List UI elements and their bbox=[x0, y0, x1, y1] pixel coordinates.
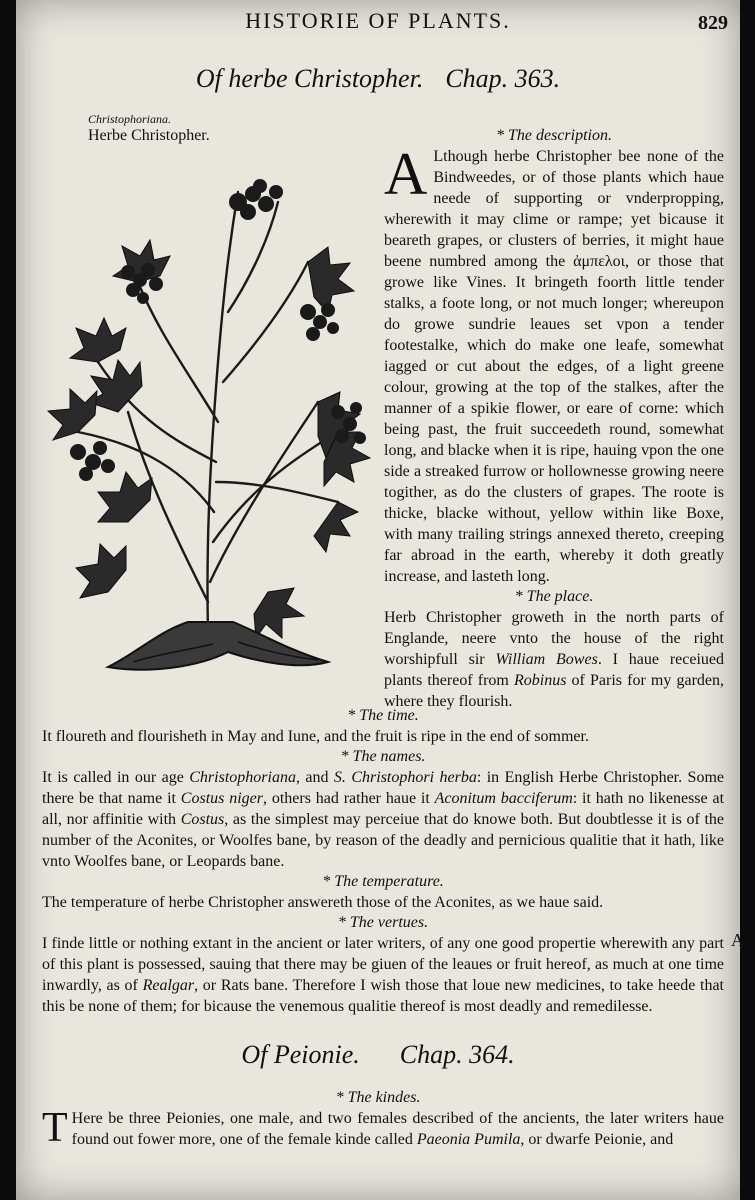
chapter-2-title-text: Of Peionie. bbox=[241, 1040, 360, 1069]
kinds-text-2: , or dwarfe Peionie, and bbox=[520, 1131, 674, 1148]
time-paragraph: It floureth and flourisheth in May and Iune, and the fruit is ripe in the end of sommer. bbox=[42, 728, 589, 745]
vertues-text-1: I finde little or nothing extant in the ancient or later writers, of any one good propertie wherewith any part of this plant is possessed, sauing that there may be giuen of the leaues or fruit hereof, as much at one time inwardly, as of bbox=[42, 935, 724, 994]
description-paragraph bbox=[384, 141, 724, 587]
temperature-paragraph: The temperature of herbe Christopher answereth those of the Aconites, as we haue said. bbox=[42, 894, 604, 911]
names-text-3: : in English Herbe Christopher. Some there be that name it bbox=[42, 769, 724, 807]
time-heading: * The time. bbox=[347, 707, 419, 724]
chapter-number: Chap. 363. bbox=[445, 64, 561, 93]
names-text-5: : it hath no likenesse at all, nor affinitie with bbox=[42, 790, 725, 828]
description-heading: * The description. bbox=[496, 127, 612, 144]
figure-latin-name: Christophoriana. bbox=[88, 112, 172, 126]
names-term-2: S. Christophori herba bbox=[333, 769, 477, 786]
place-paragraph bbox=[384, 607, 724, 712]
names-text-1: It is called in our age bbox=[42, 769, 190, 786]
names-term-3: Costus niger bbox=[180, 790, 263, 807]
chapter-2-number: Chap. 364. bbox=[399, 1040, 515, 1069]
temperature-heading: * The temperature. bbox=[322, 873, 444, 890]
place-text-1: Herb Christopher groweth in the north parts of Englande, neere vnto the house of the right worshipfull sir bbox=[384, 609, 724, 668]
vertues-text-2: , or Rats bane. Therefore I wish those that loue new medicines, to take heede that this be none of them; for bicause the venemous qualitie thereof is most deadly and remedilesse. bbox=[42, 977, 724, 1015]
figure-caption bbox=[88, 112, 210, 145]
kinds-term-1: Paeonia Pumila bbox=[416, 1131, 521, 1148]
kinds-text-1: Here be three Peionies, one male, and two females described of the ancients, the later writers haue found out fower more, one of the female kinde called bbox=[71, 1110, 724, 1148]
marginal-letter: A bbox=[731, 930, 744, 950]
names-term-5: Costus bbox=[180, 811, 225, 828]
vertues-heading: * The vertues. bbox=[337, 914, 429, 931]
description-dropcap: A bbox=[384, 141, 428, 207]
description-text: Lthough herbe Christopher bee none of the Bindweedes, or of those plants which haue neede of supporting or vnderpropping, wherewith it may clime or rampe; yet bicause it beareth grapes, or clusters of berries, it might haue beene numbred among the ἀμπελοι, or those that growe like Vines. It bringeth foorth little tender stalks, a foote long, or not much longer; whereupon do growe sundrie leaues set vpon a tender footestalke, which do make one leafe, somewhat iagged or cut about the edges, of a light greene colour, growing at the top of the stalkes, after the manner of a spikie flower, or eare of corne: which being past, the fruit succeedeth round, somewhat long, and blacke when it is ripe, hauing vpon the one side a streaked furrow or hollownesse growing neere togither, as do the clusters of grapes. The roote is thicke, blacke without, yellow within like Boxe, with many trailing strings annexed thereto, creeping far abroad in the earth, whereby it doth greatly increase, and lasteth long. bbox=[384, 148, 724, 585]
full-width-sections bbox=[42, 706, 724, 1017]
chapter-title-text: Of herbe Christopher. bbox=[195, 64, 424, 93]
vertues-term-1: Realgar bbox=[142, 977, 195, 994]
names-paragraph bbox=[42, 767, 724, 872]
place-heading: * The place. bbox=[514, 588, 594, 605]
place-name-2: Robinus bbox=[513, 672, 567, 689]
place-text-3: of Paris for my garden, where they flourish. bbox=[384, 672, 724, 710]
kinds-paragraph bbox=[42, 1105, 724, 1151]
running-head: HISTORIE OF PLANTS. bbox=[245, 8, 511, 33]
vertues-paragraph bbox=[42, 933, 724, 1017]
chapter-title bbox=[16, 64, 740, 94]
kinds-heading: * The kindes. bbox=[335, 1089, 421, 1106]
chapter-2-title bbox=[16, 1040, 740, 1070]
place-text-2: . I haue receiued plants thereof from bbox=[384, 651, 724, 689]
names-text-6: , as the simplest may perceiue that do knowe both. But doubtlesse it is of the number of the Aconites, or Woolfes bane, by reason of the deadly and pernicious qualitie that it hath, like vnto Woolfes bane, or Leopards bane. bbox=[42, 811, 724, 870]
page-number: 829 bbox=[698, 12, 728, 34]
herb-christopher-woodcut-illustration bbox=[38, 162, 378, 682]
names-term-1: Christophoriana bbox=[189, 769, 296, 786]
kinds-dropcap: T bbox=[42, 1105, 68, 1151]
book-page bbox=[16, 0, 744, 1200]
names-text-4: , others had rather haue it bbox=[262, 790, 435, 807]
place-name-1: William Bowes bbox=[495, 651, 598, 668]
names-heading: * The names. bbox=[340, 748, 426, 765]
names-term-4: Aconitum bacciferum bbox=[434, 790, 573, 807]
description-section bbox=[384, 126, 724, 712]
figure-english-name: Herbe Christopher. bbox=[88, 127, 210, 144]
names-text-2: , and bbox=[295, 769, 334, 786]
